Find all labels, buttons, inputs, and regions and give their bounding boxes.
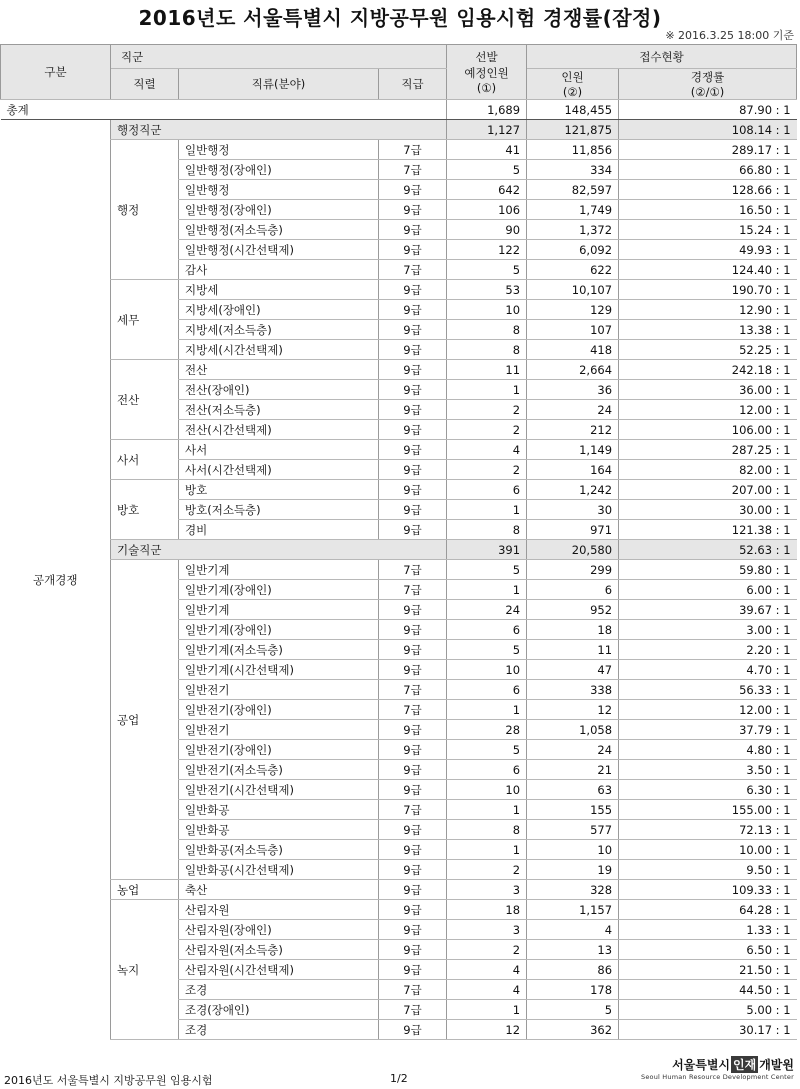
ratio-cell: 5.00 : 1 (619, 1000, 797, 1020)
grade-cell: 9급 (379, 620, 447, 640)
applicants-cell: 107 (527, 320, 619, 340)
header-yejeong: 예정인원 (464, 66, 509, 80)
subtotal-ratio: 108.14 : 1 (619, 120, 797, 140)
series-label: 공업 (111, 560, 179, 880)
planned-cell: 2 (447, 860, 527, 880)
ratio-cell: 2.20 : 1 (619, 640, 797, 660)
footer-doc-name: 2016년도 서울특별시 지방공무원 임용시험 (4, 1074, 213, 1087)
ratio-cell: 1.33 : 1 (619, 920, 797, 940)
grade-cell: 7급 (379, 800, 447, 820)
ratio-cell: 72.13 : 1 (619, 820, 797, 840)
field-cell: 지방세(장애인) (179, 300, 379, 320)
ratio-cell: 6.00 : 1 (619, 580, 797, 600)
grade-cell: 9급 (379, 720, 447, 740)
planned-cell: 10 (447, 780, 527, 800)
header-ratio-label: 경쟁률 (690, 70, 725, 84)
subtotal-planned: 1,127 (447, 120, 527, 140)
applicants-cell: 6 (527, 580, 619, 600)
grade-cell: 9급 (379, 520, 447, 540)
grade-cell: 7급 (379, 1000, 447, 1020)
subtotal-applicants: 20,580 (527, 540, 619, 560)
applicants-cell: 362 (527, 1020, 619, 1040)
planned-cell: 41 (447, 140, 527, 160)
applicants-cell: 334 (527, 160, 619, 180)
ratio-cell: 13.38 : 1 (619, 320, 797, 340)
field-cell: 지방세 (179, 280, 379, 300)
applicants-cell: 24 (527, 400, 619, 420)
planned-cell: 28 (447, 720, 527, 740)
planned-cell: 6 (447, 620, 527, 640)
grade-cell: 9급 (379, 940, 447, 960)
header-jikryu: 직류(분야) (179, 69, 379, 100)
planned-cell: 12 (447, 1020, 527, 1040)
field-cell: 일반기계 (179, 600, 379, 620)
grade-cell: 9급 (379, 200, 447, 220)
applicants-cell: 86 (527, 960, 619, 980)
planned-cell: 4 (447, 980, 527, 1000)
planned-cell: 8 (447, 820, 527, 840)
field-cell: 일반행정 (179, 180, 379, 200)
field-cell: 방호(저소득층) (179, 500, 379, 520)
applicants-cell: 299 (527, 560, 619, 580)
header-yejeong-mark: (①) (476, 81, 497, 95)
field-cell: 일반행정 (179, 140, 379, 160)
series-label: 방호 (111, 480, 179, 540)
ratio-cell: 59.80 : 1 (619, 560, 797, 580)
ratio-cell: 37.79 : 1 (619, 720, 797, 740)
ratio-cell: 287.25 : 1 (619, 440, 797, 460)
ratio-cell: 6.50 : 1 (619, 940, 797, 960)
planned-cell: 11 (447, 360, 527, 380)
grade-cell: 9급 (379, 380, 447, 400)
ratio-cell: 39.67 : 1 (619, 600, 797, 620)
field-cell: 일반화공(시간선택제) (179, 860, 379, 880)
header-inwon (527, 69, 619, 100)
ratio-cell: 9.50 : 1 (619, 860, 797, 880)
field-cell: 조경(장애인) (179, 1000, 379, 1020)
subtotal-label: 행정직군 (111, 120, 447, 140)
grade-cell: 9급 (379, 300, 447, 320)
grade-cell: 9급 (379, 820, 447, 840)
applicants-cell: 178 (527, 980, 619, 1000)
applicants-cell: 328 (527, 880, 619, 900)
applicants-cell: 63 (527, 780, 619, 800)
planned-cell: 2 (447, 460, 527, 480)
ratio-cell: 30.17 : 1 (619, 1020, 797, 1040)
planned-cell: 5 (447, 260, 527, 280)
field-cell: 전산(저소득층) (179, 400, 379, 420)
planned-cell: 4 (447, 440, 527, 460)
field-cell: 조경 (179, 980, 379, 1000)
series-label: 세무 (111, 280, 179, 360)
header-jikryeol: 직렬 (111, 69, 179, 100)
total-planned: 1,689 (447, 100, 527, 120)
grade-cell: 7급 (379, 160, 447, 180)
institute-logo (641, 1056, 794, 1081)
grade-cell: 9급 (379, 460, 447, 480)
applicants-cell: 21 (527, 760, 619, 780)
series-label: 사서 (111, 440, 179, 480)
header-jikgun: 직군 (111, 45, 447, 69)
field-cell: 일반기계(시간선택제) (179, 660, 379, 680)
subtotal-applicants: 121,875 (527, 120, 619, 140)
grade-cell: 9급 (379, 780, 447, 800)
header-inwon-mark: (②) (562, 85, 583, 99)
planned-cell: 5 (447, 740, 527, 760)
ratio-cell: 106.00 : 1 (619, 420, 797, 440)
planned-cell: 10 (447, 300, 527, 320)
planned-cell: 642 (447, 180, 527, 200)
ratio-cell: 3.00 : 1 (619, 620, 797, 640)
ratio-cell: 155.00 : 1 (619, 800, 797, 820)
planned-cell: 1 (447, 700, 527, 720)
planned-cell: 53 (447, 280, 527, 300)
applicants-cell: 155 (527, 800, 619, 820)
grade-cell: 7급 (379, 700, 447, 720)
subtotal-label: 기술직군 (111, 540, 447, 560)
applicants-cell: 971 (527, 520, 619, 540)
ratio-cell: 21.50 : 1 (619, 960, 797, 980)
field-cell: 일반행정(시간선택제) (179, 240, 379, 260)
series-label: 행정 (111, 140, 179, 280)
ratio-cell: 4.70 : 1 (619, 660, 797, 680)
field-cell: 일반화공 (179, 820, 379, 840)
grade-cell: 9급 (379, 760, 447, 780)
applicants-cell: 338 (527, 680, 619, 700)
planned-cell: 1 (447, 800, 527, 820)
ratio-cell: 30.00 : 1 (619, 500, 797, 520)
field-cell: 경비 (179, 520, 379, 540)
planned-cell: 3 (447, 920, 527, 940)
applicants-cell: 6,092 (527, 240, 619, 260)
applicants-cell: 418 (527, 340, 619, 360)
field-cell: 일반행정(장애인) (179, 200, 379, 220)
basis-time-note: ※ 2016.3.25 18:00 기준 (665, 29, 794, 42)
ratio-cell: 12.90 : 1 (619, 300, 797, 320)
field-cell: 일반기계(장애인) (179, 580, 379, 600)
planned-cell: 24 (447, 600, 527, 620)
field-cell: 전산 (179, 360, 379, 380)
grade-cell: 9급 (379, 220, 447, 240)
applicants-cell: 4 (527, 920, 619, 940)
table-row (1, 480, 797, 500)
grade-cell: 9급 (379, 660, 447, 680)
grade-cell: 9급 (379, 740, 447, 760)
ratio-cell: 82.00 : 1 (619, 460, 797, 480)
grade-cell: 9급 (379, 840, 447, 860)
planned-cell: 1 (447, 840, 527, 860)
grade-cell: 7급 (379, 260, 447, 280)
applicants-cell: 1,157 (527, 900, 619, 920)
logo-post: 개발원 (759, 1058, 794, 1072)
ratio-cell: 3.50 : 1 (619, 760, 797, 780)
field-cell: 일반행정(저소득층) (179, 220, 379, 240)
grade-cell: 9급 (379, 600, 447, 620)
planned-cell: 4 (447, 960, 527, 980)
field-cell: 일반전기 (179, 680, 379, 700)
field-cell: 축산 (179, 880, 379, 900)
total-row (1, 100, 797, 120)
ratio-cell: 207.00 : 1 (619, 480, 797, 500)
grade-cell: 9급 (379, 900, 447, 920)
header-planned (447, 45, 527, 100)
grade-cell: 9급 (379, 440, 447, 460)
applicants-cell: 577 (527, 820, 619, 840)
applicants-cell: 2,664 (527, 360, 619, 380)
series-label: 전산 (111, 360, 179, 440)
grade-cell: 7급 (379, 980, 447, 1000)
field-cell: 산림자원(저소득층) (179, 940, 379, 960)
grade-cell: 9급 (379, 240, 447, 260)
page-title: 2016년도 서울특별시 지방공무원 임용시험 경쟁률(잠정) (138, 6, 662, 30)
field-cell: 일반기계 (179, 560, 379, 580)
planned-cell: 122 (447, 240, 527, 260)
applicants-cell: 13 (527, 940, 619, 960)
ratio-cell: 44.50 : 1 (619, 980, 797, 1000)
grade-cell: 9급 (379, 1020, 447, 1040)
applicants-cell: 1,149 (527, 440, 619, 460)
grade-cell: 9급 (379, 320, 447, 340)
field-cell: 방호 (179, 480, 379, 500)
grade-cell: 9급 (379, 400, 447, 420)
logo-pre: 서울특별시 (672, 1058, 731, 1072)
applicants-cell: 1,372 (527, 220, 619, 240)
header-jeopsu: 접수현황 (527, 45, 797, 69)
planned-cell: 6 (447, 760, 527, 780)
field-cell: 일반화공 (179, 800, 379, 820)
subtotal-row (1, 540, 797, 560)
field-cell: 일반화공(저소득층) (179, 840, 379, 860)
ratio-cell: 56.33 : 1 (619, 680, 797, 700)
planned-cell: 5 (447, 160, 527, 180)
applicants-cell: 212 (527, 420, 619, 440)
field-cell: 일반기계(저소득층) (179, 640, 379, 660)
grade-cell: 7급 (379, 140, 447, 160)
planned-cell: 2 (447, 420, 527, 440)
ratio-cell: 12.00 : 1 (619, 400, 797, 420)
planned-cell: 8 (447, 340, 527, 360)
applicants-cell: 24 (527, 740, 619, 760)
grade-cell: 9급 (379, 340, 447, 360)
logo-korean (641, 1056, 794, 1073)
applicants-cell: 18 (527, 620, 619, 640)
total-applicants: 148,455 (527, 100, 619, 120)
header-gubun: 구분 (1, 45, 111, 100)
grade-cell: 7급 (379, 680, 447, 700)
table-row (1, 280, 797, 300)
header-ratio (619, 69, 797, 100)
planned-cell: 5 (447, 640, 527, 660)
planned-cell: 2 (447, 940, 527, 960)
competition-ratio-table (0, 44, 797, 1040)
ratio-cell: 124.40 : 1 (619, 260, 797, 280)
planned-cell: 1 (447, 380, 527, 400)
field-cell: 일반전기(장애인) (179, 740, 379, 760)
applicants-cell: 47 (527, 660, 619, 680)
subtotal-row (1, 120, 797, 140)
grade-cell: 7급 (379, 560, 447, 580)
ratio-cell: 109.33 : 1 (619, 880, 797, 900)
planned-cell: 5 (447, 560, 527, 580)
field-cell: 일반전기(장애인) (179, 700, 379, 720)
total-ratio: 87.90 : 1 (619, 100, 797, 120)
field-cell: 지방세(시간선택제) (179, 340, 379, 360)
header-inwon-label: 인원 (561, 70, 584, 84)
applicants-cell: 164 (527, 460, 619, 480)
applicants-cell: 36 (527, 380, 619, 400)
ratio-cell: 6.30 : 1 (619, 780, 797, 800)
applicants-cell: 30 (527, 500, 619, 520)
planned-cell: 18 (447, 900, 527, 920)
applicants-cell: 82,597 (527, 180, 619, 200)
table-row (1, 880, 797, 900)
field-cell: 전산(장애인) (179, 380, 379, 400)
applicants-cell: 12 (527, 700, 619, 720)
field-cell: 사서 (179, 440, 379, 460)
grade-cell: 9급 (379, 860, 447, 880)
ratio-cell: 242.18 : 1 (619, 360, 797, 380)
planned-cell: 1 (447, 500, 527, 520)
applicants-cell: 11 (527, 640, 619, 660)
header-seonbal: 선발 (475, 50, 498, 64)
field-cell: 일반전기 (179, 720, 379, 740)
applicants-cell: 19 (527, 860, 619, 880)
applicants-cell: 952 (527, 600, 619, 620)
planned-cell: 6 (447, 680, 527, 700)
subtotal-planned: 391 (447, 540, 527, 560)
field-cell: 산림자원 (179, 900, 379, 920)
ratio-cell: 10.00 : 1 (619, 840, 797, 860)
series-label: 녹지 (111, 900, 179, 1040)
ratio-cell: 190.70 : 1 (619, 280, 797, 300)
ratio-cell: 64.28 : 1 (619, 900, 797, 920)
applicants-cell: 129 (527, 300, 619, 320)
field-cell: 일반전기(시간선택제) (179, 780, 379, 800)
grade-cell: 9급 (379, 280, 447, 300)
applicants-cell: 1,058 (527, 720, 619, 740)
field-cell: 전산(시간선택제) (179, 420, 379, 440)
grade-cell: 9급 (379, 960, 447, 980)
table-row (1, 360, 797, 380)
applicants-cell: 1,749 (527, 200, 619, 220)
table-row (1, 140, 797, 160)
grade-cell: 9급 (379, 500, 447, 520)
applicants-cell: 5 (527, 1000, 619, 1020)
field-cell: 일반기계(장애인) (179, 620, 379, 640)
applicants-cell: 11,856 (527, 140, 619, 160)
ratio-cell: 52.25 : 1 (619, 340, 797, 360)
planned-cell: 6 (447, 480, 527, 500)
grade-cell: 9급 (379, 920, 447, 940)
ratio-cell: 49.93 : 1 (619, 240, 797, 260)
grade-cell: 9급 (379, 360, 447, 380)
applicants-cell: 10 (527, 840, 619, 860)
table-row (1, 440, 797, 460)
field-cell: 감사 (179, 260, 379, 280)
table-row (1, 560, 797, 580)
planned-cell: 2 (447, 400, 527, 420)
field-cell: 일반행정(장애인) (179, 160, 379, 180)
grade-cell: 9급 (379, 480, 447, 500)
grade-cell: 9급 (379, 880, 447, 900)
table-row (1, 900, 797, 920)
header-jikgeup: 직급 (379, 69, 447, 100)
grade-cell: 9급 (379, 420, 447, 440)
total-label: 총계 (1, 100, 447, 120)
series-label: 농업 (111, 880, 179, 900)
grade-cell: 9급 (379, 180, 447, 200)
ratio-cell: 16.50 : 1 (619, 200, 797, 220)
planned-cell: 8 (447, 520, 527, 540)
main-group-label: 공개경쟁 (33, 572, 78, 587)
ratio-cell: 12.00 : 1 (619, 700, 797, 720)
grade-cell: 7급 (379, 580, 447, 600)
footer-page-number: 1/2 (390, 1072, 408, 1085)
ratio-cell: 121.38 : 1 (619, 520, 797, 540)
header-ratio-mark: (②/①) (690, 85, 725, 99)
planned-cell: 8 (447, 320, 527, 340)
planned-cell: 106 (447, 200, 527, 220)
field-cell: 일반전기(저소득층) (179, 760, 379, 780)
applicants-cell: 1,242 (527, 480, 619, 500)
ratio-cell: 15.24 : 1 (619, 220, 797, 240)
ratio-cell: 66.80 : 1 (619, 160, 797, 180)
planned-cell: 90 (447, 220, 527, 240)
applicants-cell: 622 (527, 260, 619, 280)
field-cell: 산림자원(장애인) (179, 920, 379, 940)
planned-cell: 1 (447, 580, 527, 600)
field-cell: 산림자원(시간선택제) (179, 960, 379, 980)
ratio-cell: 289.17 : 1 (619, 140, 797, 160)
logo-mark: 인재 (733, 1058, 757, 1072)
planned-cell: 3 (447, 880, 527, 900)
grade-cell: 9급 (379, 640, 447, 660)
field-cell: 지방세(저소득층) (179, 320, 379, 340)
logo-english: Seoul Human Resource Development Center (641, 1073, 794, 1081)
ratio-cell: 4.80 : 1 (619, 740, 797, 760)
planned-cell: 10 (447, 660, 527, 680)
field-cell: 조경 (179, 1020, 379, 1040)
field-cell: 사서(시간선택제) (179, 460, 379, 480)
ratio-cell: 128.66 : 1 (619, 180, 797, 200)
applicants-cell: 10,107 (527, 280, 619, 300)
subtotal-ratio: 52.63 : 1 (619, 540, 797, 560)
planned-cell: 1 (447, 1000, 527, 1020)
ratio-cell: 36.00 : 1 (619, 380, 797, 400)
